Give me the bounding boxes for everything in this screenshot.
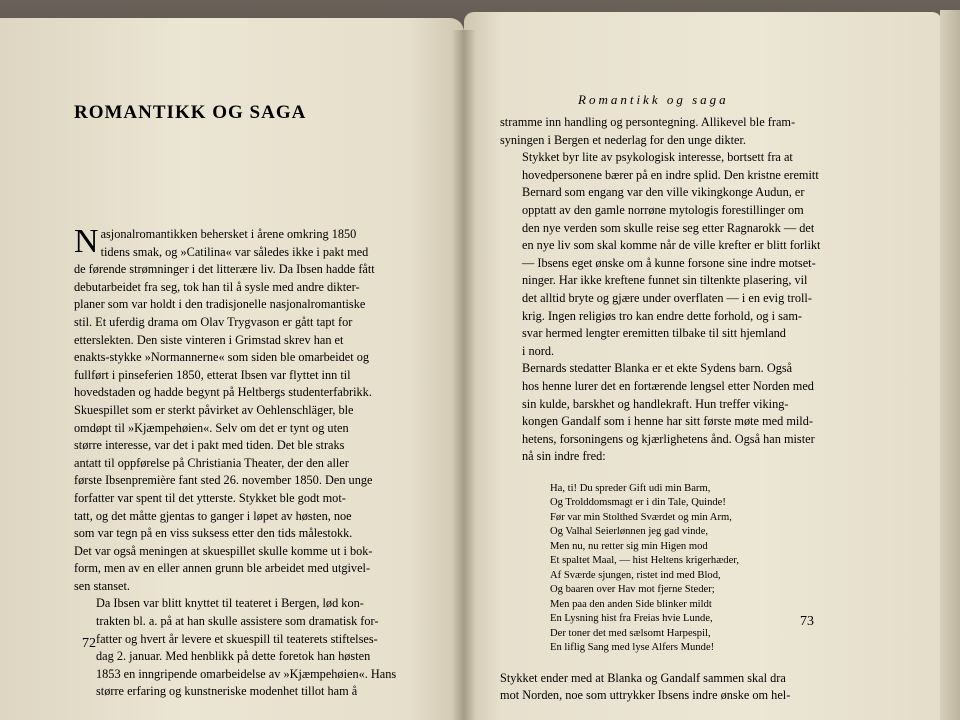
text-line: Stykket ender med at Blanka og Gandalf sammen skal dra bbox=[500, 670, 786, 685]
paragraph bbox=[500, 149, 822, 360]
text-line: en nye liv som skal komme når de ville krefter er blitt forlikt bbox=[522, 238, 821, 253]
poem-line: Der toner det med sælsomt Harpespil, bbox=[550, 627, 711, 639]
text-line: Bernard som engang var den ville vikingkonge Audun, er bbox=[522, 185, 805, 200]
book-gutter bbox=[452, 30, 476, 720]
text-line: tidens smak, og »Catilina« var således ikke i pakt med bbox=[100, 244, 369, 259]
text-line: stramme inn handling og persontegning. Allikevel ble fram- bbox=[500, 115, 796, 129]
text-line: det alltid bryte og gjære under overflaten — i en evig troll- bbox=[522, 290, 812, 305]
text-line: dag 2. januar. Med henblikk på dette foretok han høsten bbox=[96, 649, 371, 664]
text-line: de førende strømninger i det litterære liv. Da Ibsen hadde fått bbox=[74, 262, 375, 277]
text-line: etterslekten. Den siste vinteren i Grimstad skrev han et bbox=[74, 332, 344, 347]
text-line: enakts-stykke »Normannerne« som siden ble omarbeidet og bbox=[74, 350, 370, 365]
page-number-right: 73 bbox=[800, 614, 814, 629]
text-line: nå sin indre fred: bbox=[522, 449, 606, 464]
text-line: antatt til oppførelse på Christiania Theater, der den aller bbox=[74, 455, 349, 470]
text-line: første Ibsenpremière fant sted 26. november 1850. Den unge bbox=[74, 473, 373, 488]
text-line: trakten bl. a. på at han skulle assistere som dramatisk for- bbox=[96, 614, 379, 629]
poem-line: Og Valhal Seierlønnen jeg gad vinde, bbox=[550, 526, 709, 538]
right-body-text bbox=[500, 114, 822, 705]
text-line: forfatter var spent til det ytterste. Stykket ble godt mot- bbox=[74, 490, 346, 505]
text-line: — Ibsens eget ønske om å kunne forsone sine indre motset- bbox=[522, 255, 816, 270]
text-line: i nord. bbox=[522, 343, 555, 358]
text-line: Da Ibsen var blitt knyttet til teateret i Bergen, lød kon- bbox=[96, 596, 364, 611]
text-line: fullført i pinseferien 1850, etterat Ibsen var flyttet inn til bbox=[74, 367, 351, 382]
paragraph bbox=[500, 114, 822, 149]
poem-line: En Lysning hist fra Freias hvie Lunde, bbox=[550, 613, 713, 625]
drop-cap: N bbox=[74, 223, 99, 260]
text-line: sin kulde, barskhet og handlekraft. Hun treffer viking- bbox=[522, 396, 789, 411]
text-line: fatter og hvert år levere et skuespill til teaterets stiftelses- bbox=[96, 631, 378, 646]
text-line: sen stanset. bbox=[74, 578, 131, 593]
text-line: krig. Ingen religiøs tro kan endre dette forhold, og i sam- bbox=[522, 308, 803, 323]
poem-line: Et spaltet Maal, — hist Heltens krigerhæder, bbox=[550, 555, 740, 567]
text-line: debutarbeidet fra seg, tok han til å sysle med andre dikter- bbox=[74, 279, 360, 294]
text-line: hovedpersonene bærer på en indre splid. Den kristne eremitt bbox=[522, 167, 819, 182]
paragraph bbox=[500, 360, 822, 466]
text-line: omdøpt til »Kjæmpehøien«. Selv om det er tynt og uten bbox=[74, 420, 349, 435]
text-line: svar hermed lengter eremitten tilbake til sitt hjemland bbox=[522, 326, 786, 341]
text-line: hos henne lurer det en fortærende lengsel etter Norden med bbox=[522, 378, 814, 393]
text-line: større erfaring og kunstneriske modenhet tillot ham å bbox=[96, 684, 358, 699]
poem-line: Ha, ti! Du spreder Gift udi min Barm, bbox=[550, 482, 711, 494]
running-head: Romantikk og saga bbox=[578, 92, 729, 107]
text-line: 1853 en inngripende omarbeidelse av »Kjæmpehøien«. Hans bbox=[96, 666, 397, 681]
poem-line: Og baaren over Hav mot fjerne Steder; bbox=[550, 584, 715, 596]
text-line: planer som var holdt i den tradisjonelle nasjonalromantiske bbox=[74, 297, 366, 312]
text-line: ninger. Har ikke kreftene funnet sin tiltenkte plasering, vil bbox=[522, 273, 808, 288]
chapter-title: ROMANTIKK OG SAGA bbox=[74, 102, 307, 123]
text-line: Bernards stedatter Blanka er et ekte Sydens barn. Også bbox=[522, 361, 793, 376]
text-line: Stykket byr lite av psykologisk interesse, bortsett fra at bbox=[522, 150, 793, 165]
text-line: syningen i Bergen et nederlag for den unge dikter. bbox=[500, 132, 746, 147]
paragraph bbox=[74, 595, 444, 701]
poem-line: En liflig Sang med lyse Alfers Munde! bbox=[550, 642, 715, 654]
poem-line: Af Sværde sjungen, ristet ind med Blod, bbox=[550, 569, 721, 581]
text-line: tatt, og det måtte gjentas to ganger i løpet av høsten, noe bbox=[74, 508, 352, 523]
text-line: asjonalromantikken behersket i årene omkring 1850 bbox=[100, 227, 357, 241]
text-line: kongen Gandalf som i henne har sitt første møte med mild- bbox=[522, 414, 813, 429]
text-line: hetens, forsoningens og kjærlighetens ånd. Også han mister bbox=[522, 431, 815, 446]
poem-line: Men paa den anden Side blinker mildt bbox=[550, 598, 712, 610]
text-line: form, men av en eller annen grunn ble arbeidet med utgivel- bbox=[74, 561, 371, 576]
text-line: større interesse, var det i pakt med tiden. Det ble straks bbox=[74, 438, 345, 453]
text-line: Det var også meningen at skuespillet skulle komme ut i bok- bbox=[74, 543, 373, 558]
paragraph bbox=[74, 223, 444, 595]
page-edges bbox=[940, 10, 960, 720]
text-line: stil. Et uferdig drama om Olav Trygvason er gått tapt for bbox=[74, 314, 353, 329]
left-body-text bbox=[74, 223, 444, 701]
poem-line: Før var min Stolthed Sværdet og min Arm, bbox=[550, 511, 732, 523]
text-line: opptatt av den gamle norrøne mytologis forestillinger om bbox=[522, 202, 804, 217]
text-line: som var tegn på en viss suksess etter den tids målestokk. bbox=[74, 526, 353, 541]
page-number-left: 72 bbox=[82, 636, 96, 651]
text-line: hovedstaden og hadde begynt på Heltbergs studenterfabrikk. bbox=[74, 385, 372, 400]
text-line: den nye verden som skulle reise seg etter Ragnarokk — det bbox=[522, 220, 815, 235]
paragraph bbox=[500, 670, 822, 705]
text-line: Skuespillet som er sterkt påvirket av Oehlenschläger, ble bbox=[74, 402, 354, 417]
poem-line: Og Trolddomsmagt er i din Tale, Quinde! bbox=[550, 497, 726, 509]
text-line: mot Norden, noe som uttrykker Ibsens indre ønske om hel- bbox=[500, 688, 791, 703]
poem-quote bbox=[550, 482, 822, 656]
poem-line: Men nu, nu retter sig min Higen mod bbox=[550, 540, 708, 552]
